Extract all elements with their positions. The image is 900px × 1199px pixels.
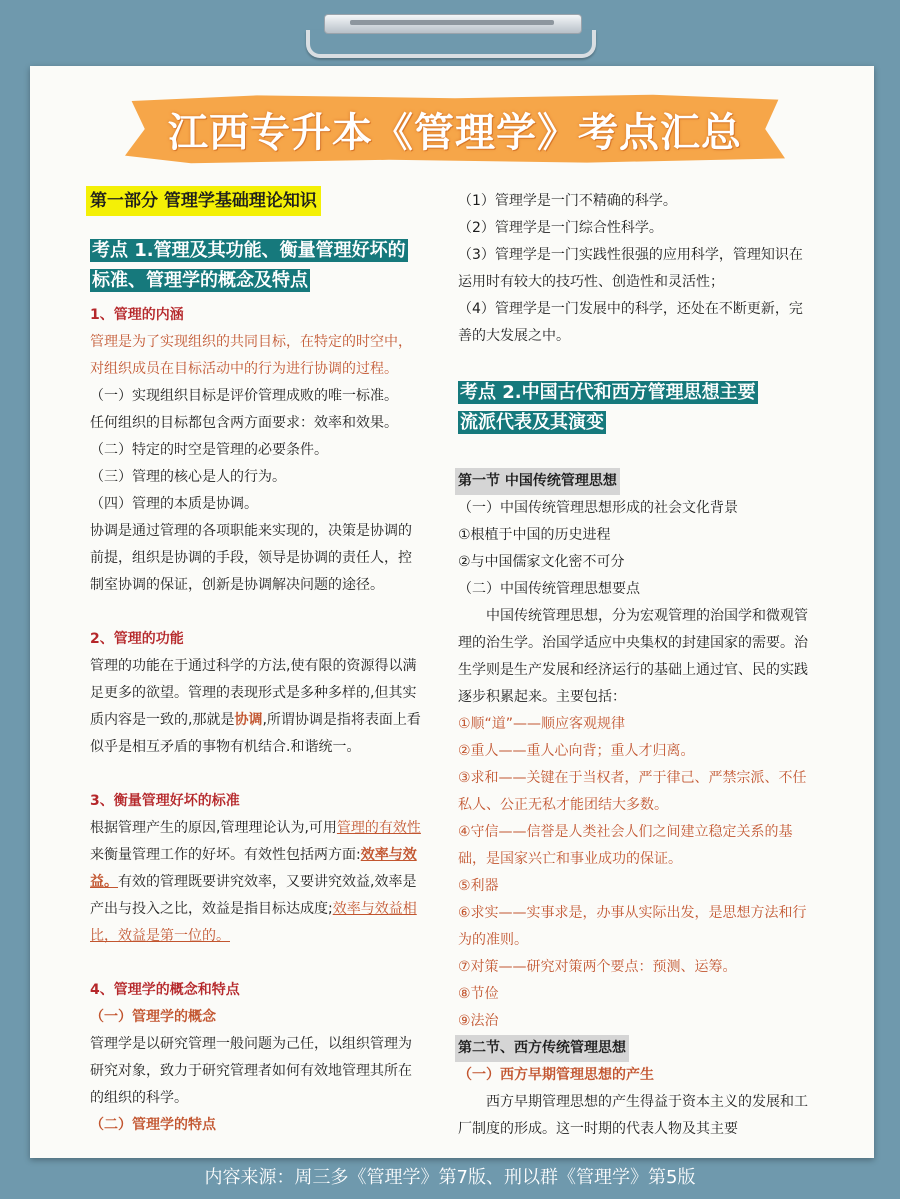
point-three: （三）管理的核心是人的行为。 xyxy=(90,469,286,485)
topic-2-heading xyxy=(458,378,812,438)
topic-1-line2: 标准、管理学的概念及特点 xyxy=(92,270,308,291)
point-one: （一）实现组织目标是评价管理成败的唯一标准。 xyxy=(90,388,398,404)
standard-highlight-1: 管理的有效性 xyxy=(336,820,421,836)
clip-slot xyxy=(350,20,554,25)
chinese-root-2: ②与中国儒家文化密不可分 xyxy=(458,554,625,570)
subsection-concept: （一）管理学的概念 xyxy=(90,1009,216,1025)
function-text-1: 管理的功能在于通过科学的方法,使有限的资源得以满足更多的欲望。管理的表现形式是多种多样的,但其实质内容是一致的,那就是 xyxy=(90,658,417,728)
page-title: 江西专升本《管理学》考点汇总 xyxy=(168,109,742,156)
section-2-heading: 2、管理的功能 xyxy=(90,631,184,647)
western-early-paragraph: 西方早期管理思想的产生得益于资本主义的发展和工厂制度的形成。这一时期的代表人物及其主要 xyxy=(458,1094,808,1137)
standard-text-2: 来衡量管理工作的好坏。有效性包括两方面: xyxy=(90,847,361,863)
function-text-2: ,所谓协调是指将表面上看似乎是相互矛盾的事物有机结合.和谐统一。 xyxy=(90,712,421,755)
standard-highlight-3: 效率与效益相比，效益是第一位的。 xyxy=(90,901,417,944)
topic-1-line1: 考点 1.管理及其功能、衡量管理好坏的 xyxy=(92,240,406,261)
left-column xyxy=(90,182,422,1139)
paper-sheet xyxy=(30,66,874,1158)
section-3-heading: 3、衡量管理好坏的标准 xyxy=(90,793,240,809)
source-footer: 内容来源：周三多《管理学》第7版、刑以群《管理学》第5版 xyxy=(204,1167,696,1188)
principle-8: ⑧节俭 xyxy=(458,986,499,1002)
feature-1: （1）管理学是一门不精确的科学。 xyxy=(458,193,677,209)
part-heading: 第一部分 管理学基础理论知识 xyxy=(86,186,321,216)
section-western-thought: 第二节、西方传统管理思想 xyxy=(455,1035,629,1062)
concept-paragraph: 管理学是以研究管理一般问题为己任，以组织管理为研究对象，致力于研究管理者如何有效地管理其所在的组织的科学。 xyxy=(90,1036,412,1106)
section-chinese-thought: 第一节 中国传统管理思想 xyxy=(455,468,620,495)
section-4-heading: 4、管理学的概念和特点 xyxy=(90,982,240,998)
coordination-paragraph: 协调是通过管理的各项职能来实现的，决策是协调的前提，组织是协调的手段，领导是协调的责任人，控制室协调的保证，创新是协调解决问题的途径。 xyxy=(90,523,412,593)
chinese-points-paragraph: 中国传统管理思想，分为宏观管理的治国学和微观管理的治生学。治国学适应中央集权的封建国家的需要。治生学则是生产发展和经济运行的基础上通过官、民的实践逐步积累起来。主要包括： xyxy=(458,608,808,705)
feature-2: （2）管理学是一门综合性科学。 xyxy=(458,220,663,236)
function-highlight: 协调 xyxy=(234,712,263,728)
standard-text-3: 有效的管理既要讲究效率，又要讲究效益,效率是产出与投入之比，效益是指目标达成度; xyxy=(90,874,417,917)
clipboard-clip xyxy=(306,12,598,60)
subsection-features: （二）管理学的特点 xyxy=(90,1117,216,1133)
principle-3: ③求和——关键在于当权者，严于律己、严禁宗派、不任私人、公正无私才能团结大多数。 xyxy=(458,770,807,813)
section-1-heading: 1、管理的内涵 xyxy=(90,307,184,323)
western-early-heading: （一）西方早期管理思想的产生 xyxy=(458,1067,654,1083)
principle-1: ①顺“道”——顺应客观规律 xyxy=(458,716,626,732)
principle-6: ⑥求实——实事求是，办事从实际出发，是思想方法和行为的准则。 xyxy=(458,905,807,948)
standard-paragraph xyxy=(90,815,422,950)
topic-1-heading xyxy=(90,236,422,296)
point-one-detail: 任何组织的目标都包含两方面要求：效率和效果。 xyxy=(90,415,398,431)
standard-highlight-2: 效率与效益。 xyxy=(90,847,417,890)
principle-5: ⑤利器 xyxy=(458,878,499,894)
feature-3: （3）管理学是一门实践性很强的应用科学，管理知识在运用时有较大的技巧性、创造性和灵活性； xyxy=(458,247,803,290)
principle-4: ④守信——信誉是人类社会人们之间建立稳定关系的基础，是国家兴亡和事业成功的保证。 xyxy=(458,824,793,867)
feature-4: （4）管理学是一门发展中的科学，还处在不断更新，完善的大发展之中。 xyxy=(458,301,803,344)
point-four: （四）管理的本质是协调。 xyxy=(90,496,258,512)
point-two: （二）特定的时空是管理的必要条件。 xyxy=(90,442,328,458)
principle-7: ⑦对策——研究对策两个要点：预测、运筹。 xyxy=(458,959,737,975)
chinese-root-1: ①根植于中国的历史进程 xyxy=(458,527,611,543)
standard-text-1: 根据管理产生的原因,管理理论认为,可用 xyxy=(90,820,337,836)
clip-wire xyxy=(306,30,596,58)
management-definition: 管理是为了实现组织的共同目标，在特定的时空中，对组织成员在目标活动中的行为进行协调的过程。 xyxy=(90,334,412,377)
principle-9: ⑨法治 xyxy=(458,1013,499,1029)
topic-2-line1: 考点 2.中国古代和西方管理思想主要 xyxy=(460,382,756,403)
topic-2-line2: 流派代表及其演变 xyxy=(460,412,604,433)
function-paragraph xyxy=(90,653,422,761)
right-column xyxy=(458,188,812,1143)
chinese-points-heading: （二）中国传统管理思想要点 xyxy=(458,581,640,597)
principle-2: ②重人——重人心向背；重人才归离。 xyxy=(458,743,695,759)
chinese-background: （一）中国传统管理思想形成的社会文化背景 xyxy=(458,500,738,516)
